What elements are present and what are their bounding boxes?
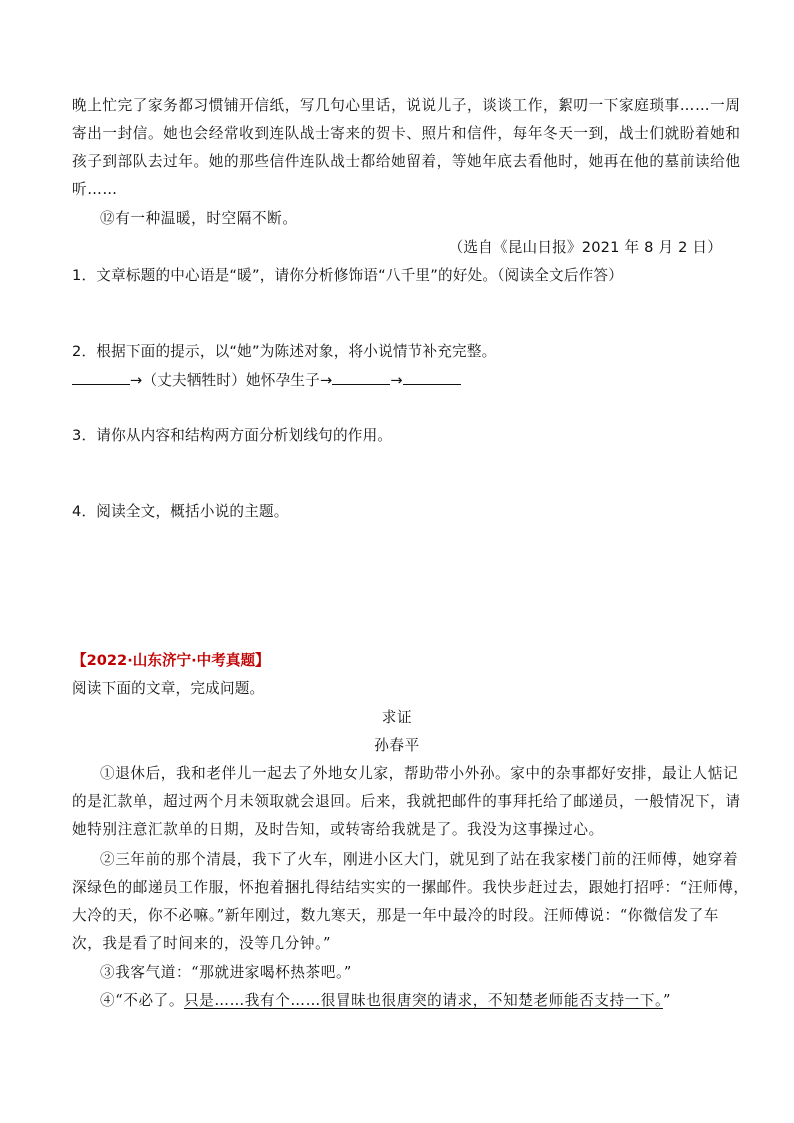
question-3: 3．请你从内容和结构两方面分析划线句的作用。 bbox=[72, 427, 393, 444]
underlined-sentence: 只是……我有个……很冒昧也很唐突的请求，不知楚老师能否支持一下。 bbox=[184, 992, 663, 1009]
passage-line: 大冷的天，你不必嘛。”新年刚过，数九寒天，那是一年中最冷的时段。汪师傅说：“你微信发了车 bbox=[72, 907, 719, 924]
passage-line: 晚上忙完了家务都习惯铺开信纸，写几句心里话，说说儿子，谈谈工作，絮叨一下家庭琐事……一周 bbox=[72, 97, 741, 114]
arrow-icon: → bbox=[130, 372, 143, 389]
passage-line: 听…… bbox=[72, 181, 118, 198]
question-4: 4．阅读全文，概括小说的主题。 bbox=[72, 503, 289, 520]
source-citation: （选自《昆山日报》2021 年 8 月 2 日） bbox=[448, 239, 722, 256]
passage-paragraph-3: ③我客气道：“那就进家喝杯热茶吧。” bbox=[100, 964, 352, 981]
answer-blank-2[interactable] bbox=[332, 370, 390, 385]
passage-line: ①退休后，我和老伴儿一起去了外地女儿家，帮助带小外孙。家中的杂事都好安排，最让人惦记 bbox=[100, 765, 739, 782]
arrow-icon: → bbox=[319, 372, 333, 389]
passage-line: 她特别注意汇款单的日期，及时告知，或转寄给我就是了。我没为这事操过心。 bbox=[72, 821, 604, 838]
passage-line: 深绿色的邮递员工作服，怀抱着捆扎得结结实实的一摞邮件。我快步赶过去，跟她打招呼：“汪师傅， bbox=[72, 879, 749, 896]
question-1: 1．文章标题的中心语是“暖”，请你分析修饰语“八千里”的好处。（阅读全文后作答） bbox=[72, 267, 624, 284]
passage-line: 次，我是看了时间来的，没等几分钟。” bbox=[72, 935, 332, 952]
passage-line: 的是汇款单，超过两个月未领取就会退回。后来，我就把邮件的事拜托给了邮递员，一般情况下，请 bbox=[72, 793, 741, 810]
passage-paragraph-4 bbox=[100, 991, 722, 1011]
reading-instruction: 阅读下面的文章，完成问题。 bbox=[72, 680, 265, 697]
question-2-plot-chain bbox=[72, 370, 722, 391]
passage-paragraph-12: ⑫有一种温暖，时空隔不断。 bbox=[100, 210, 298, 227]
question-2: 2．根据下面的提示，以“她”为陈述对象，将小说情节补充完整。 bbox=[72, 343, 497, 360]
answer-blank-3[interactable] bbox=[403, 370, 461, 385]
passage-line: ②三年前的那个清晨，我下了火车，刚进小区大门，就见到了站在我家楼门前的汪师傅，她穿着 bbox=[100, 851, 739, 868]
passage-line: 孩子到部队去过年。她的那些信件连队战士都给她留着，等她年底去看他时，她再在他的墓前读给他 bbox=[72, 153, 741, 170]
paragraph-4-suffix: ” bbox=[662, 992, 671, 1009]
article-title: 求证 bbox=[381, 709, 413, 726]
arrow-icon: → bbox=[390, 372, 403, 389]
exam-source-tag: 【2022·山东济宁·中考真题】 bbox=[72, 652, 270, 669]
plot-hint: （丈夫牺牲时）她怀孕生子 bbox=[142, 372, 320, 389]
article-author: 孙春平 bbox=[374, 737, 420, 754]
answer-blank-1[interactable] bbox=[72, 370, 130, 385]
paragraph-4-prefix: ④“不必了。 bbox=[100, 992, 185, 1009]
passage-line: 寄出一封信。她也会经常收到连队战士寄来的贺卡、照片和信件，每年冬天一到，战士们就盼着她和 bbox=[72, 125, 741, 142]
